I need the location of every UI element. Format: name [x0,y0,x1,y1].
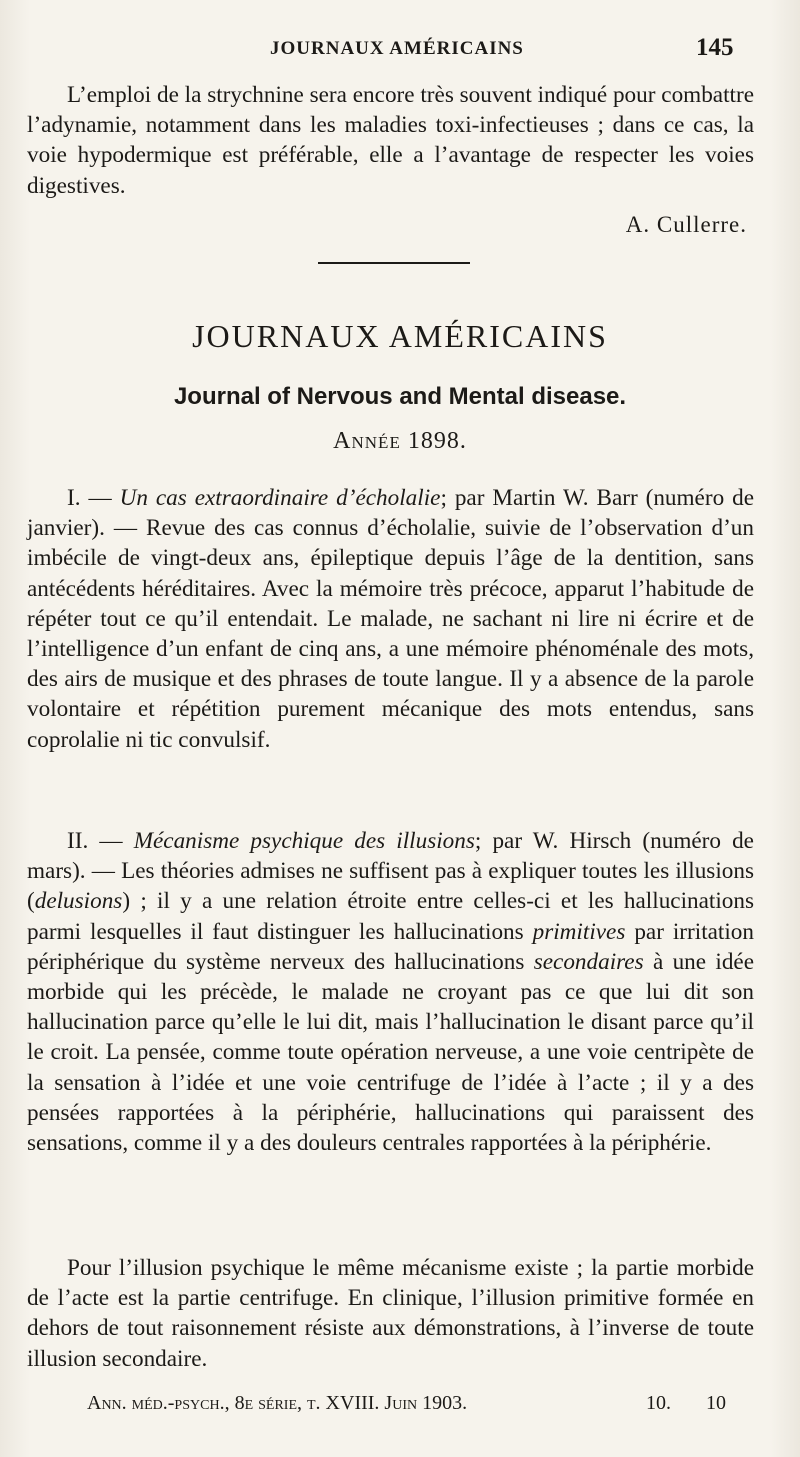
item-text: à une idée morbide qui les précède, le malade ne croyant pas ce que lui dit son hallucination parce qu’elle le lui dit, mais l’hallucination le disant parce qu’il le croit. La pensée, comme toute opération nerveuse, a une voie centripète de la sensation à l’idée et une voie centrifuge de l’idée à l’acte ; il y a des pensées rapportées à la périphérie, hallucinations qui paraissent des sensations, comme il y a des douleurs centrales rapportées à la périphérie. [27,948,755,1157]
item-text: ) ; il y a une relation étroite entre celles-ci et les hallucinations parmi lesquelles il faut distinguer les hallucinations [27,888,754,945]
term-primitives: primitives [532,918,626,945]
section-divider [318,262,470,264]
intro-text: L’emploi de la strychnine sera encore très souvent indiqué pour combattre l’adynamie, notamment dans les maladies toxi-infectieuses ; dans ce cas, la voie hypodermique est préférable, elle a l’avantage de respecter les voies digestives. [27,82,754,199]
term-delusions: delusions [34,888,123,915]
running-head [0,36,800,68]
page-footer [0,1392,800,1422]
item-title: Un cas extraordinaire d’écholalie [119,485,441,511]
item-title: Mécanisme psychique des illusions [133,828,475,854]
review-item-2-continued [27,1253,754,1374]
running-title: JOURNAUX AMÉRICAINS [270,38,524,59]
review-item-2 [27,826,754,1158]
footer-citation: Ann. méd.-psych., 8e série, t. XVIII. Juin 1903. [87,1392,468,1414]
page-number: 145 [696,34,734,61]
footer-number: 10 [706,1392,726,1414]
section-title: JOURNAUX AMÉRICAINS [192,318,608,354]
item-text: ; par Martin W. Barr (numéro de janvier). — Revue des cas connus d’écholalie, suivie de l’observation d’un imbécile de vingt-deux ans, épileptique depuis l’âge de la dentition, sans antécédents héréditaires. Avec la mémoire très précoce, apparut l’habitude de répéter tout ce qu’il entendait. Le malade, ne sachant ni lire ni écrire et de l’intelligence d’un enfant de cinq ans, a une mémoire phénoménale des mots, des airs de musique et des phrases de toute langue. Il y a absence de la parole volontaire et répétition purement mécanique des mots entendus, sans coprolalie ni tic convulsif. [27,485,754,753]
journal-title: Journal of Nervous and Mental disease. [173,383,627,410]
author-signature: A. Cullerre. [625,212,747,237]
item-number: II. — [67,828,134,854]
item-text: ; par W. Hirsch (numéro de mars). — Les théories admises ne suffisent pas à expliquer toutes les illusions ( [27,828,754,915]
review-item-1 [27,483,754,755]
intro-paragraph [27,80,754,201]
year-heading: Année 1898. [333,428,467,454]
item-text: par irritation périphérique du système nerveux des hallucinations [27,918,754,975]
term-secondaires: secondaires [533,948,644,975]
item-number: I. — [67,485,120,511]
footer-signature-mark: 10. [646,1392,671,1414]
item-text: Pour l’illusion psychique le même mécanisme existe ; la partie morbide de l’acte est la partie centrifuge. En clinique, l’illusion primitive formée en dehors de tout raisonnement résiste aux démonstrations, à l’inverse de toute illusion secondaire. [27,1255,754,1372]
